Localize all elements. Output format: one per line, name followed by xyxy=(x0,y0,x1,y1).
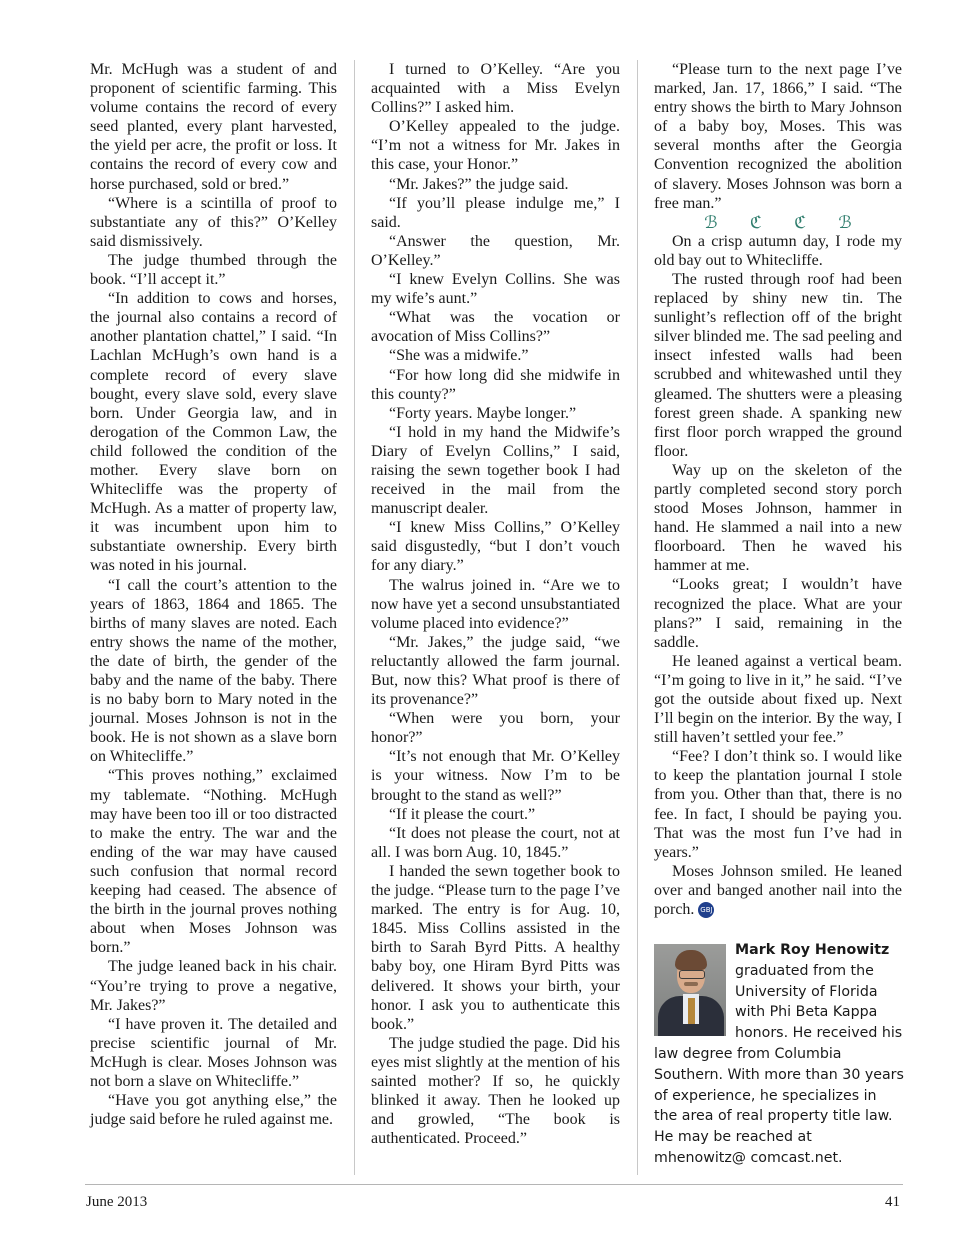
issue-date: June 2013 xyxy=(86,1194,148,1210)
footer-divider xyxy=(85,1184,903,1185)
article-column-1 xyxy=(90,60,337,1129)
paragraph: I handed the sewn together book to the judge. “Please turn to the page I’ve marked. The entry is for Aug. 10, 1845. Miss Collins assisted in the birth to Sarah Byrd Pitts. A healthy baby boy, one Hiram Byrd Pitts was delivered. It shows your birth, your honor. I ask you to authenticate this book.” xyxy=(371,862,620,1033)
paragraph: Way up on the skeleton of the partly completed second story porch stood Moses Johnson, hammer in hand. He slammed a nail into a new floorboard. Then he waved his hammer at me. xyxy=(654,461,902,575)
column-divider xyxy=(637,60,638,1175)
paragraph: “Have you got anything else,” the judge said before he ruled against me. xyxy=(90,1092,337,1129)
paragraph: “Looks great; I wouldn’t have recognized the place. What are your plans?” I said, remaining in the saddle. xyxy=(654,576,902,651)
paragraph: “Please turn to the next page I’ve marked, Jan. 17, 1866,” I said. “The entry shows the birth to Mary Johnson of a baby boy, Moses. This was several months after the Georgia Convention recognized the abolition of slavery. Moses Johnson was born a free man.” xyxy=(654,61,902,212)
paragraph: I turned to O’Kelley. “Are you acquainted with a Miss Evelyn Collins?” I asked him. xyxy=(371,61,620,117)
end-of-story-icon: GBJ xyxy=(698,902,714,918)
paragraph: “If it please the court.” xyxy=(389,805,536,823)
author-bio xyxy=(654,940,904,1169)
paragraph: “What was the vocation or avocation of Miss Collins?” xyxy=(371,309,620,346)
section-break-ornament: ℬ ℭ ℭ ℬ xyxy=(704,212,866,232)
column-divider xyxy=(354,60,355,1175)
paragraph: “I hold in my hand the Midwife’s Diary of Evelyn Collins,” I said, raising the sewn together book I had received in the mail from the manuscript dealer. xyxy=(371,423,620,518)
paragraph: O’Kelley appealed to the judge. “I’m not a witness for Mr. Jakes in this case, your Honor.” xyxy=(371,118,620,174)
paragraph-final xyxy=(654,862,902,919)
paragraph: “She was a midwife.” xyxy=(389,347,529,365)
paragraph: “When were you born, your honor?” xyxy=(371,710,620,747)
author-name: Mark Roy Henowitz xyxy=(735,942,890,958)
article-column-2 xyxy=(371,60,620,1148)
paragraph: “I have proven it. The detailed and precise scientific journal of Mr. McHugh is clear. Moses Johnson was not born a slave on Whitecliffe.” xyxy=(90,1015,337,1090)
paragraph: “If you’ll please indulge me,” I said. xyxy=(371,194,620,231)
final-paragraph-text: Moses Johnson smiled. He leaned over and banged another nail into the porch. xyxy=(654,862,902,919)
paragraph: The judge thumbed through the book. “I’ll accept it.” xyxy=(90,251,337,289)
paragraph: “I knew Miss Collins,” O’Kelley said disgustedly, “but I don’t vouch for any diary.” xyxy=(371,519,620,575)
paragraph: “For how long did she midwife in this county?” xyxy=(371,366,620,403)
author-bio-text: graduated from the University of Florida with Phi Beta Kappa honors. He received his law degree from Columbia Southern. With more than 30 years of experience, he specializes in the area of real property title law. He may be reached at mhenowitz@ comcast.net. xyxy=(654,962,904,1166)
author-photo xyxy=(654,944,726,1036)
paragraph: “I knew Evelyn Collins. She was my wife’s aunt.” xyxy=(371,271,620,308)
paragraph: The rusted through roof had been replaced by shiny new tin. The sunlight’s reflection off of the bright silver blinded me. The sad peeling and insect infested walls had been scrubbed and whitewashed until they gleamed. The shutters were a pleasing forest green shade. A spanking new first floor porch wrapped the ground floor. xyxy=(654,270,902,460)
paragraph: The judge studied the page. Did his eyes mist slightly at the mention of his sainted mother? If so, he quickly blinked it away. Then he looked up and growled, “The book is authenticated. Proceed.” xyxy=(371,1034,620,1148)
paragraph: “Mr. Jakes?” the judge said. xyxy=(389,175,569,193)
paragraph: “It’s not enough that Mr. O’Kelley is your witness. Now I’m to be brought to the stand as well?” xyxy=(371,748,620,804)
paragraph: The judge leaned back in his chair. “You’re trying to prove a negative, Mr. Jakes?” xyxy=(90,958,337,1014)
paragraph: “It does not please the court, not at all. I was born Aug. 10, 1845.” xyxy=(371,824,620,861)
paragraph: On a crisp autumn day, I rode my old bay out to Whitecliffe. xyxy=(654,232,902,269)
page-number: 41 xyxy=(885,1194,900,1210)
article-column-3 xyxy=(654,60,902,919)
paragraph: “Answer the question, Mr. O’Kelley.” xyxy=(371,232,620,269)
paragraph: He leaned against a vertical beam. “I’m going to live in it,” he said. “I’ve got the outside about fixed up. Next I’ll begin on the interior. By the way, I still haven’t settled your fee.” xyxy=(654,652,902,747)
paragraph: Mr. McHugh was a student of and proponent of scientific farming. This volume contains the record of every seed planted, every plant harvested, the yield per acre, the profit or loss. It contains the record of every cow and horse purchased, sold or bred.” xyxy=(90,61,337,193)
paragraph: “Where is a scintilla of proof to substantiate any of this?” O’Kelley said dismissively. xyxy=(90,194,337,250)
paragraph: “Fee? I don’t think so. I would like to keep the plantation journal I stole from you. Other than that, there is no fee. In fact, I should be paying you. That was the most fun I’ve had in years.” xyxy=(654,748,902,861)
paragraph: “In addition to cows and horses, the journal also contains a record of another plantation chattel,” I said. “In Lachlan McHugh’s own hand is a complete record of every slave bought, every slave sold, every slave born. Under Georgia law, and in derogation of the Common Law, the child followed the condition of the mother. Every slave born on Whitecliffe was the property of McHugh. As a matter of property law, it was incumbent upon him to substantiate ownership. Every birth was noted in his journal. xyxy=(90,290,337,575)
paragraph: “Forty years. Maybe longer.” xyxy=(389,404,577,422)
paragraph: The walrus joined in. “Are we to now have yet a second unsubstantiated volume placed into evidence?” xyxy=(371,576,620,632)
paragraph: “This proves nothing,” exclaimed my tablemate. “Nothing. McHugh may have been too ill or too distracted to make the entry. The war and the ending of the war may have caused such confusion that normal record keeping had ceased. The absence of the birth in the journal proves nothing about when Moses Johnson was born.” xyxy=(90,767,337,957)
paragraph: “I call the court’s attention to the years of 1863, 1864 and 1865. The births of many slaves are noted. Each entry shows the name of the mother, the date of birth, the gender of the baby and the name of the baby. There is no baby born to Mary noted in the journal. Moses Johnson is not in the book. He is not shown as a slave born on Whitecliffe.” xyxy=(90,576,337,766)
paragraph: “Mr. Jakes,” the judge said, “we reluctantly allowed the farm journal. But, now this? What proof is there of its provenance?” xyxy=(371,633,620,709)
